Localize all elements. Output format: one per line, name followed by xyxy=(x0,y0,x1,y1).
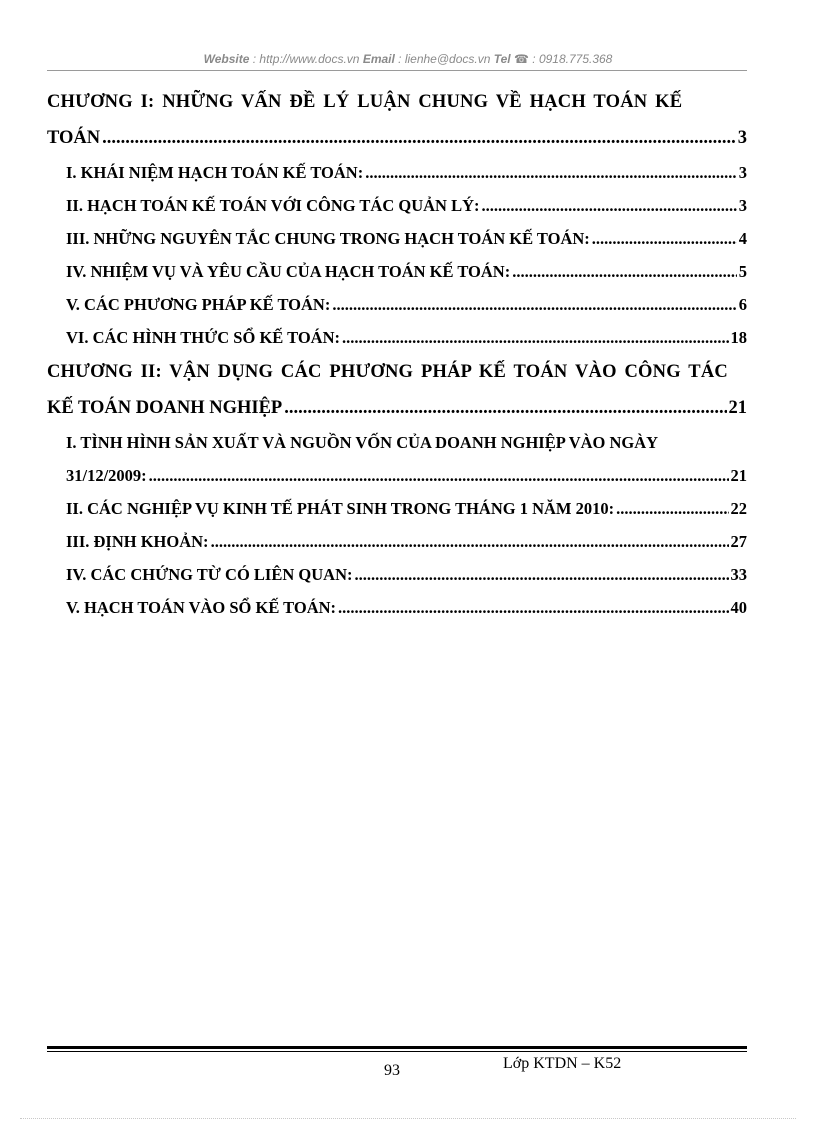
toc-chapter-1-title-line1: CHƯƠNG I: NHỮNG VẤN ĐỀ LÝ LUẬN CHUNG VỀ HẠCH TOÁN KẾ xyxy=(47,92,683,112)
toc-leader-dots xyxy=(284,390,726,426)
toc-leader-dots xyxy=(354,558,728,591)
toc-item-title: III. ĐỊNH KHOẢN: xyxy=(66,532,209,551)
phone-icon: ☎ xyxy=(513,52,529,66)
toc-item-title: V. CÁC PHƯƠNG PHÁP KẾ TOÁN: xyxy=(66,295,331,314)
toc-item[interactable] xyxy=(47,525,747,558)
toc-leader-dots xyxy=(338,591,728,624)
toc-item-title: VI. CÁC HÌNH THỨC SỔ KẾ TOÁN: xyxy=(66,328,340,347)
toc-item[interactable] xyxy=(47,426,747,492)
toc-leader-dots xyxy=(616,492,728,525)
table-of-contents xyxy=(47,84,747,624)
toc-leader-dots xyxy=(102,120,736,156)
page-bottom-border xyxy=(20,1118,796,1119)
page-header xyxy=(0,52,816,66)
toc-item-page: 27 xyxy=(730,532,747,551)
footer-divider-thin xyxy=(47,1051,747,1052)
toc-item-page: 6 xyxy=(738,295,747,314)
toc-leader-dots xyxy=(211,525,729,558)
toc-item-page: 18 xyxy=(730,328,747,347)
toc-item-title: II. HẠCH TOÁN KẾ TOÁN VỚI CÔNG TÁC QUẢN LÝ: xyxy=(66,196,480,215)
toc-item-page: 33 xyxy=(730,565,747,584)
class-label: Lớp KTDN – K52 xyxy=(503,1055,622,1072)
toc-item-page: 4 xyxy=(738,229,747,248)
toc-item-title-line2: 31/12/2009: xyxy=(66,466,147,485)
toc-item[interactable] xyxy=(47,492,747,525)
toc-item[interactable] xyxy=(47,189,747,222)
toc-item-title: IV. NHIỆM VỤ VÀ YÊU CẦU CỦA HẠCH TOÁN KẾ TOÁN: xyxy=(66,262,511,281)
toc-item[interactable] xyxy=(47,558,747,591)
toc-chapter-2[interactable] xyxy=(47,354,747,426)
toc-item[interactable] xyxy=(47,321,747,354)
toc-item-title: III. NHỮNG NGUYÊN TẮC CHUNG TRONG HẠCH TOÁN KẾ TOÁN: xyxy=(66,229,590,248)
toc-item-page: 5 xyxy=(738,262,747,281)
header-divider xyxy=(47,70,747,71)
toc-item[interactable] xyxy=(47,222,747,255)
toc-leader-dots xyxy=(342,321,729,354)
toc-leader-dots xyxy=(512,255,737,288)
tel-value: : 0918.775.368 xyxy=(528,52,613,66)
toc-item-title: II. CÁC NGHIỆP VỤ KINH TẾ PHÁT SINH TRONG THÁNG 1 NĂM 2010: xyxy=(66,499,615,518)
toc-item[interactable] xyxy=(47,591,747,624)
toc-leader-dots xyxy=(332,288,736,321)
toc-item-page: 21 xyxy=(730,466,747,485)
email-value: : lienhe@docs.vn xyxy=(394,52,494,66)
toc-chapter-2-title-line1: CHƯƠNG II: VẬN DỤNG CÁC PHƯƠNG PHÁP KẾ TOÁN VÀO CÔNG TÁC xyxy=(47,362,728,382)
toc-item[interactable] xyxy=(47,288,747,321)
website-label: Website xyxy=(203,52,250,66)
email-label: Email xyxy=(362,52,395,66)
toc-item[interactable] xyxy=(47,156,747,189)
toc-chapter-2-title-line2: KẾ TOÁN DOANH NGHIỆP xyxy=(47,398,283,418)
page-number: 93 xyxy=(384,1062,400,1079)
toc-chapter-2-page: 21 xyxy=(728,398,747,418)
footer-divider-thick xyxy=(47,1046,747,1049)
website-value: : http://www.docs.vn xyxy=(249,52,363,66)
toc-item-page: 40 xyxy=(730,598,747,617)
toc-chapter-1-title-line2: TOÁN xyxy=(47,128,101,148)
toc-leader-dots xyxy=(592,222,737,255)
toc-item-page: 22 xyxy=(730,499,747,518)
tel-label: Tel xyxy=(493,52,511,66)
toc-chapter-1-page: 3 xyxy=(737,128,747,148)
toc-leader-dots xyxy=(482,189,737,222)
toc-item-page: 3 xyxy=(738,196,747,215)
toc-item-page: 3 xyxy=(738,163,747,182)
toc-item-title: V. HẠCH TOÁN VÀO SỔ KẾ TOÁN: xyxy=(66,598,337,617)
toc-item[interactable] xyxy=(47,255,747,288)
toc-item-title: I. KHÁI NIỆM HẠCH TOÁN KẾ TOÁN: xyxy=(66,163,364,182)
toc-item-title: IV. CÁC CHỨNG TỪ CÓ LIÊN QUAN: xyxy=(66,565,353,584)
toc-leader-dots xyxy=(365,156,737,189)
toc-chapter-1[interactable] xyxy=(47,84,747,156)
toc-leader-dots xyxy=(149,459,729,492)
toc-item-title-line1: I. TÌNH HÌNH SẢN XUẤT VÀ NGUỒN VỐN CỦA DOANH NGHIỆP VÀO NGÀY xyxy=(66,433,659,452)
